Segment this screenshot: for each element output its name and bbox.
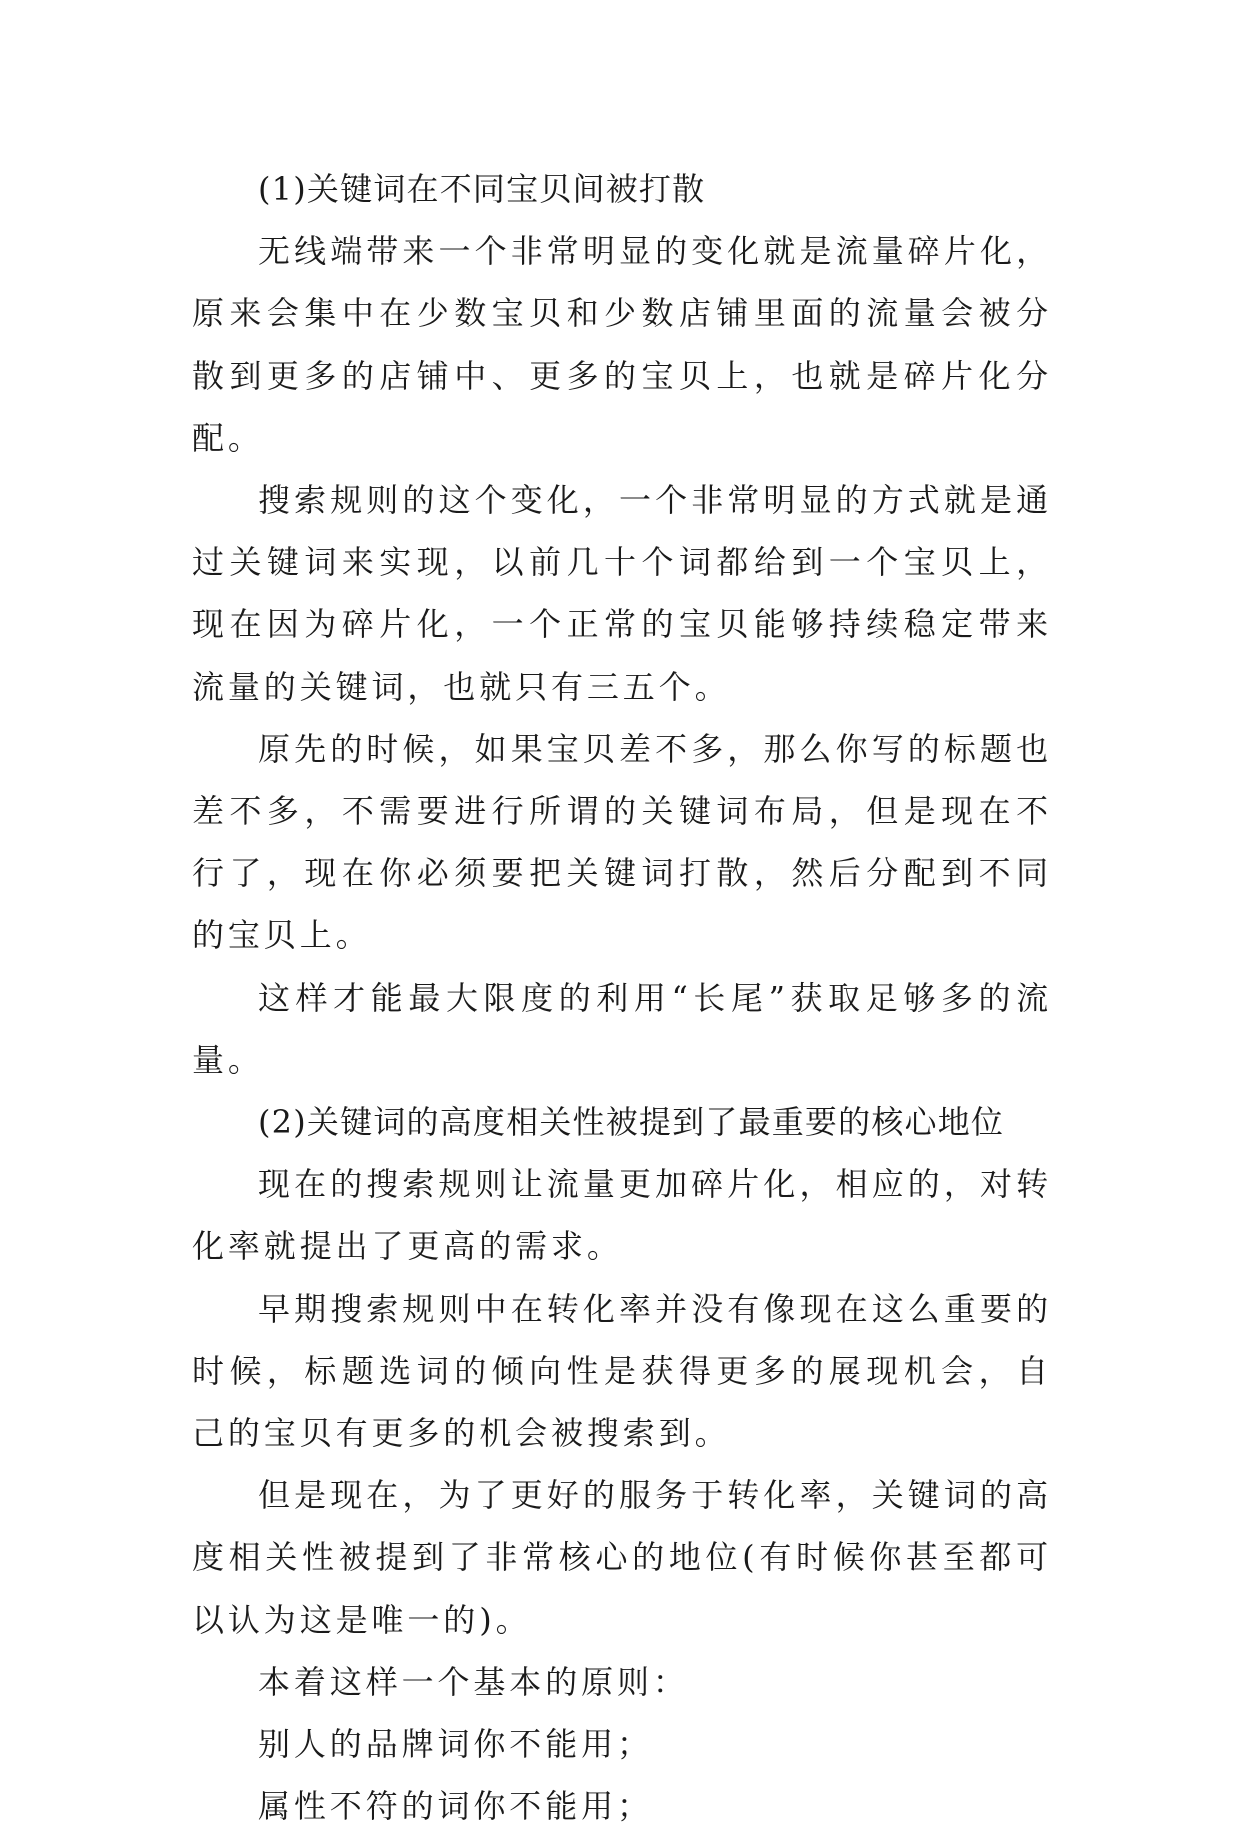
paragraph: 无线端带来一个非常明显的变化就是流量碎片化，原来会集中在少数宝贝和少数店铺里面的流量会被分散到更多的店铺中、更多的宝贝上，也就是碎片化分配。 [192,232,1052,457]
paragraph: 本着这样一个基本的原则： [258,1662,689,1701]
paragraph: 早期搜索规则中在转化率并没有像现在这么重要的时候，标题选词的倾向性是获得更多的展现机会，自己的宝贝有更多的机会被搜索到。 [192,1289,1052,1453]
paragraph: 这样才能最大限度的利用“长尾”获取足够多的流量。 [192,978,1052,1079]
section-heading-1: (1)关键词在不同宝贝间被打散 [258,170,706,208]
document-body [192,158,1052,1837]
paragraph: 但是现在，为了更好的服务于转化率，关键词的高度相关性被提到了非常核心的地位(有时候你甚至都可以认为这是唯一的)。 [192,1476,1052,1639]
paragraph: 现在的搜索规则让流量更加碎片化，相应的，对转化率就提出了更高的需求。 [192,1165,1052,1266]
paragraph: 原先的时候，如果宝贝差不多，那么你写的标题也差不多，不需要进行所谓的关键词布局，但是现在不行了，现在你必须要把关键词打散，然后分配到不同的宝贝上。 [192,729,1052,955]
paragraph: 别人的品牌词你不能用； [258,1725,653,1764]
paragraph: 属性不符的词你不能用； [258,1787,653,1826]
section-heading-2: (2)关键词的高度相关性被提到了最重要的核心地位 [258,1103,1005,1142]
paragraph: 搜索规则的这个变化，一个非常明显的方式就是通过关键词来实现，以前几十个词都给到一个宝贝上，现在因为碎片化，一个正常的宝贝能够持续稳定带来流量的关键词，也就只有三五个。 [192,481,1052,706]
